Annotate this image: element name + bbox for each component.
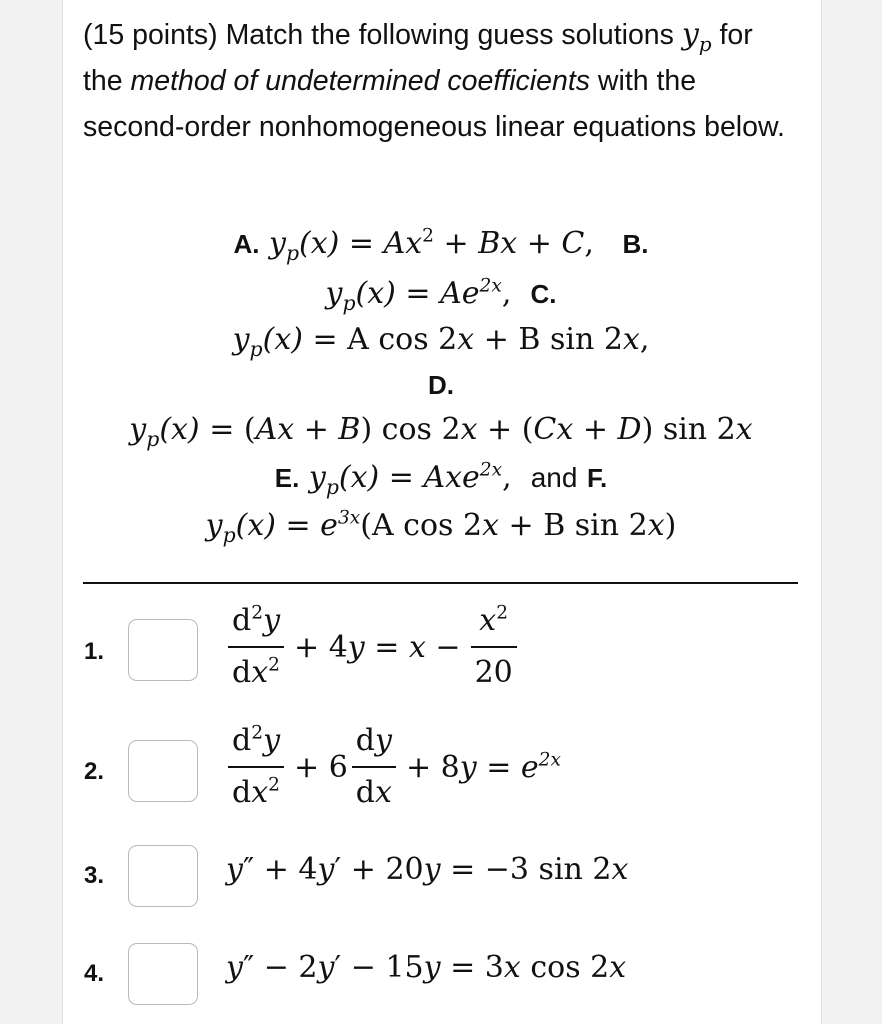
answer-box-2[interactable] (128, 740, 198, 802)
equation-1: $\frac{d^2y}{dx^2}$ + 4y = x − $\frac{x^2}{20}$ (222, 602, 523, 692)
question-3-number: 3. (84, 862, 105, 889)
prompt-mid: for the (83, 19, 753, 97)
answer-box-1[interactable] (128, 619, 198, 681)
yp-symbol: $y_p$ (681, 17, 712, 56)
equation-2: $\frac{d^2y}{dx^2}$ + 6 $\frac{dy}{dx}$ + $8y = e^{2x}$ (222, 722, 565, 812)
option-a-line: A. $y_p(x) = Ax^2 + Bx + C$, B. (233, 225, 649, 266)
option-c-label: C. (530, 279, 557, 309)
prompt-suffix: with the second-order nonhomogeneous linear equations below. (83, 65, 785, 143)
option-f-label: F. (587, 463, 608, 493)
answer-box-4[interactable] (128, 943, 198, 1005)
equation-3: y″ + 4y′ + 20y = −3 sin 2x (226, 852, 629, 887)
option-c-line: $y_p(x) = A$ cos 2x + B sin 2x, (232, 322, 650, 362)
question-4-number: 4. (84, 960, 105, 987)
answer-box-3[interactable] (128, 845, 198, 907)
option-f-line: $y_p(x) = e^{3x}(A$ cos 2x + B sin 2x) (205, 507, 677, 548)
option-e-line: E. $y_p(x) = Axe^{2x}$, and F. (274, 459, 608, 500)
option-d-line: $y_p(x) = (Ax + B)$ cos 2x + (Cx + D) sin 2x (129, 412, 753, 452)
section-divider (83, 582, 798, 584)
option-a-label: A. (233, 229, 260, 259)
prompt-method: method of undetermined coefficients (130, 65, 590, 97)
option-d-label: D. (428, 370, 454, 400)
question-1-number: 1. (84, 638, 105, 665)
option-d-label-line (62, 368, 820, 402)
connector-word: and (530, 462, 578, 493)
prompt-prefix: (15 points) Match the following guess solutions (83, 19, 674, 51)
equation-4: y″ − 2y′ − 15y = 3x cos 2x (226, 950, 627, 985)
option-b-line: $y_p(x) = Ae^{2x}$, C. (325, 275, 557, 316)
option-e-label: E. (274, 463, 300, 493)
question-prompt (83, 12, 793, 150)
option-b-label: B. (622, 229, 649, 259)
question-2-number: 2. (84, 758, 105, 785)
